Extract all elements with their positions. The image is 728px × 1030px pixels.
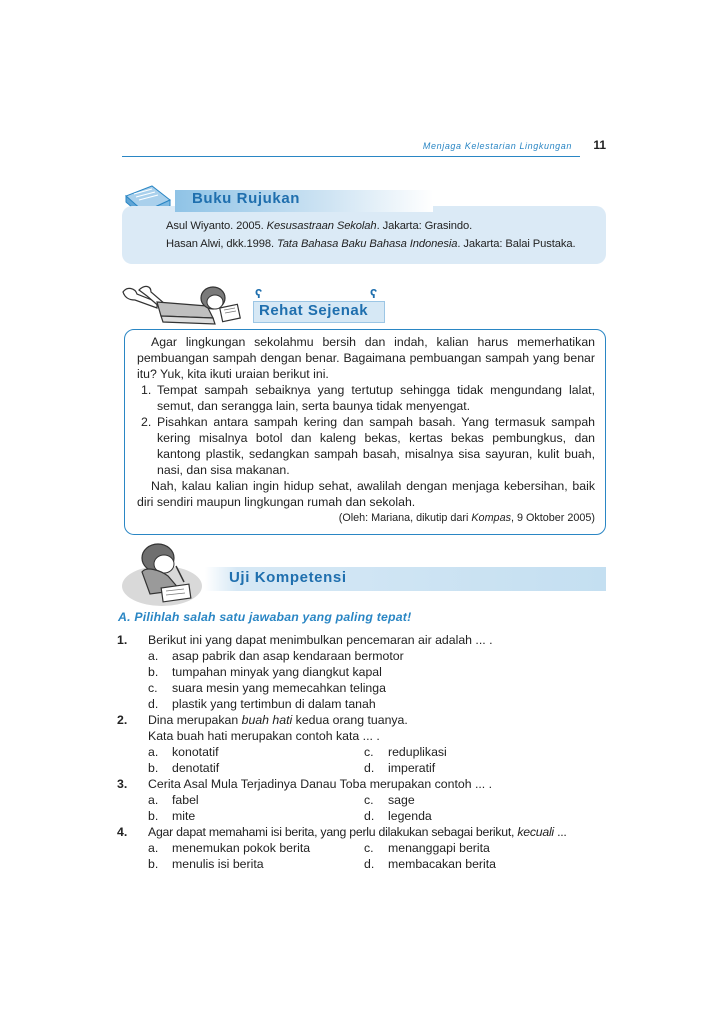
question-1: 1. Berikut ini yang dapat menimbulkan pencemaran air adalah ... . [117,633,493,647]
header-title: Menjaga Kelestarian Lingkungan [422,141,572,151]
option-item: c. menanggapi berita [364,841,490,855]
page-number: 11 [593,138,606,152]
list-item: 2. Pisahkan antara sampah kering dan sampah basah. Yang termasuk sampah kering misalnya botol dan kaleng bekas, kertas bekas pembungkus, dan kantong plastik, sedangkan sampah basah, misalnya sisa sayuran, kulit buah, nasi, dan sisa makanan. [141,415,595,477]
rehat-sejenak-text [137,334,595,526]
option-item: c. sage [364,793,415,807]
studying-girl-icon [120,536,202,608]
option-item: c. reduplikasi [364,745,447,759]
question-2: 2. Dina merupakan buah hati kedua orang tuanya. [117,713,408,727]
section-a-heading: A. Pilihlah salah satu jawaban yang paling tepat! [118,610,412,624]
option-item: c. suara mesin yang memecahkan telinga [148,681,386,695]
option-item: d. imperatif [364,761,436,775]
intro-paragraph: Agar lingkungan sekolahmu bersih dan indah, kalian harus memerhatikan pembuangan sampah dengan benar. Bagaimana pembuangan sampah yang benar itu? Yuk, kita ikuti uraian berikut ini. [137,335,595,381]
decoration-hook: ʕ [370,286,378,301]
uji-kompetensi-label: Uji Kompetensi [229,569,347,586]
option-row [117,760,617,776]
header-rule [122,156,580,157]
option-item: a. fabel [148,793,199,807]
buku-rujukan-box [122,206,606,264]
option-item: a. menemukan pokok berita [148,841,311,855]
option-item: b. denotatif [148,761,220,775]
buku-rujukan-label: Buku Rujukan [192,190,301,207]
option-row [117,744,617,760]
rehat-sejenak-label: Rehat Sejenak [259,302,369,319]
question-3: 3. Cerita Asal Mula Terjadinya Danau Toba merupakan contoh ... . [117,777,493,791]
list-item: 1. Tempat sampah sebaiknya yang tertutup sehingga tidak mengundang lalat, semut, dan serangga lain, serta baunya tidak menyengat. [141,383,595,413]
reference-line: Hasan Alwi, dkk.1998. Tata Bahasa Baku Bahasa Indonesia. Jakarta: Balai Pustaka. [166,238,576,250]
decoration-hook: ʕ [255,286,263,301]
option-item: a. konotatif [148,745,219,759]
closing-paragraph: Nah, kalau kalian ingin hidup sehat, awalilah dengan menjaga kebersihan, baik diri sendiri maupun lingkungan rumah dan sekolah. [137,479,595,509]
reference-line: Asul Wiyanto. 2005. Kesusastraan Sekolah. Jakarta: Grasindo. [166,220,473,232]
option-item: b. menulis isi berita [148,857,264,871]
option-item: d. membacakan berita [364,857,496,871]
option-item: d. plastik yang tertimbun di dalam tanah [148,697,376,711]
option-item: b. tumpahan minyak yang diangkut kapal [148,665,382,679]
option-item: d. legenda [364,809,432,823]
question-4: 4. Agar dapat memahami isi berita, yang perlu dilakukan sebagai berikut, kecuali ... [117,825,567,839]
question-stem: Kata buah hati merupakan contoh kata ... . [148,729,380,743]
option-row [117,840,617,856]
running-header [122,140,606,158]
reading-boy-icon [117,282,247,328]
option-row [117,792,617,808]
source-citation: (Oleh: Mariana, dikutip dari Kompas, 9 Oktober 2005) [338,512,595,524]
question-list [117,632,617,872]
option-item: b. mite [148,809,196,823]
option-row [117,856,617,872]
option-row [117,808,617,824]
option-item: a. asap pabrik dan asap kendaraan bermotor [148,649,404,663]
